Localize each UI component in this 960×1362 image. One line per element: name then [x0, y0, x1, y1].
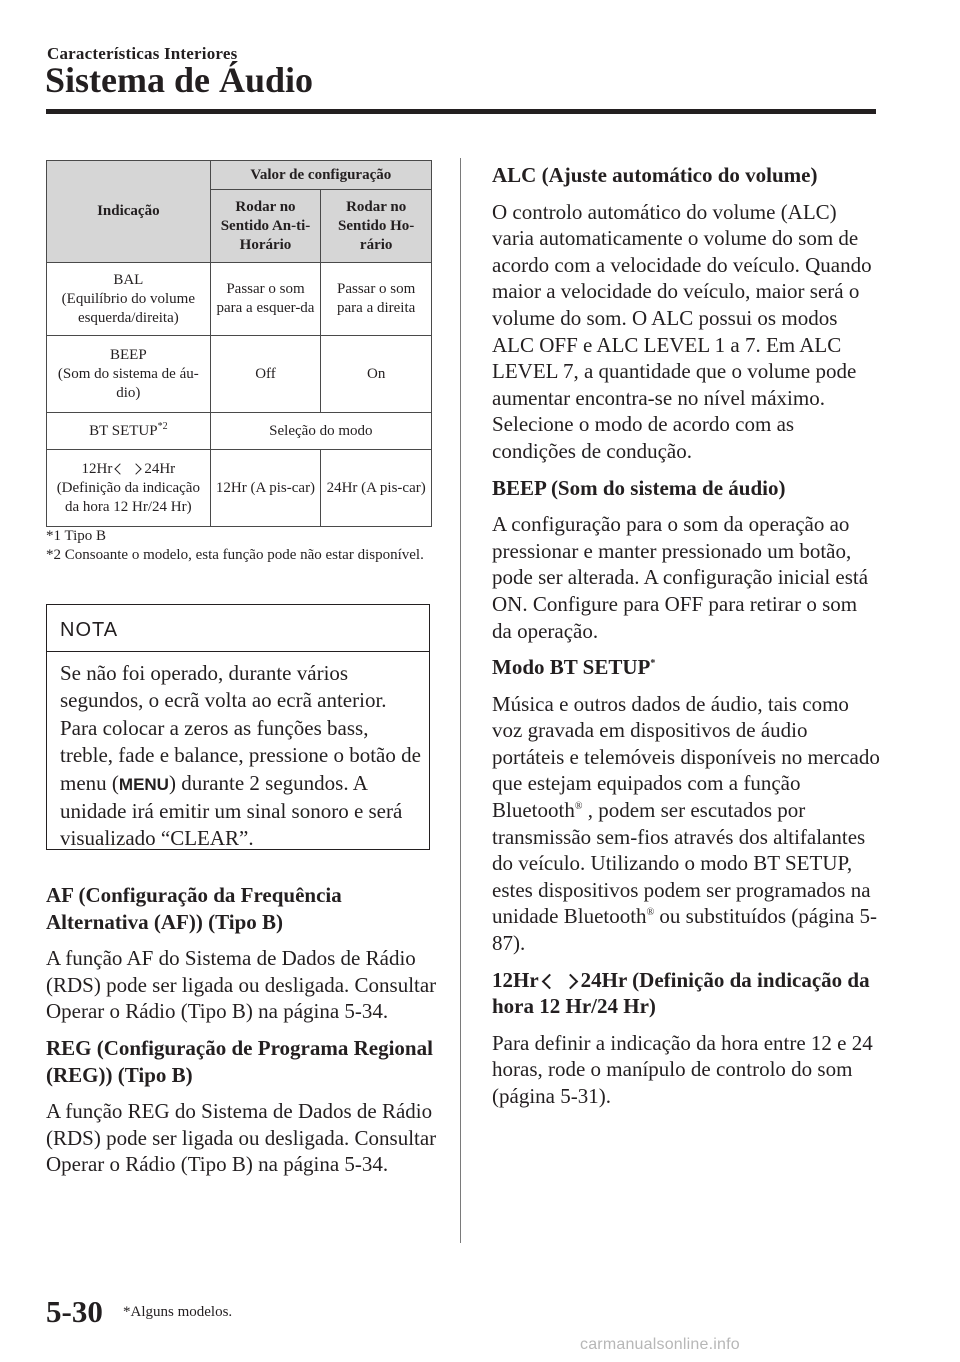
- reg-heading: REG (Configuração de Programa Regional (REG)) (Tipo B): [46, 1035, 433, 1087]
- menu-key-label: MENU: [118, 774, 169, 794]
- left-column: [46, 882, 438, 1188]
- table-cell: Seleção do modo: [210, 413, 431, 450]
- setting-name: BAL: [113, 271, 144, 288]
- table-row: [47, 263, 432, 336]
- registered-mark: ®: [574, 801, 583, 813]
- bt-setup-heading-text: Modo BT SETUP: [492, 655, 651, 680]
- setting-name-24hr: 24Hr: [144, 460, 176, 477]
- setting-description: (Equilíbrio do volume esquerda/direita): [61, 290, 195, 326]
- bt-text-1: Música e outros dados de áudio, tais como voz gravada em dispositivos de áudio portáteis e telemóveis disponíveis no mercado que estejam equipados com a função Bluetooth: [492, 691, 880, 823]
- chevron-right-icon: [131, 463, 142, 474]
- table-cell: 12Hr (A pis-car): [210, 450, 321, 527]
- reg-paragraph: A função REG do Sistema de Dados de Rádio (RDS) pode ser ligada ou desligada. Consultar Operar o Rádio (Tipo B) na página 5-34.: [46, 1099, 437, 1177]
- column-divider: [460, 158, 461, 1243]
- page-number: 5-30: [46, 1294, 103, 1329]
- chevron-right-icon: [562, 974, 578, 990]
- beep-paragraph: A configuração para o som da operação ao pressionar e manter pressionado um botão, pode ser alterada. A configuração inicial está ON. Configure para OFF para retirar o som da operação.: [492, 512, 869, 643]
- table-header-clockwise: Rodar no Sentido Ho-rário: [321, 190, 432, 263]
- table-header-indicacao: Indicação: [47, 161, 211, 263]
- settings-table: [46, 160, 432, 527]
- bt-setup-paragraph: [492, 691, 882, 957]
- chevron-left-icon: [541, 974, 557, 990]
- clock-format-heading: [492, 967, 882, 1020]
- note-box: [46, 604, 430, 850]
- note-text: [60, 660, 422, 853]
- table-cell: [47, 336, 211, 413]
- footer-note: *Alguns modelos.: [123, 1304, 233, 1320]
- table-row: [47, 336, 432, 413]
- note-title: NOTA: [47, 605, 429, 652]
- table-cell: [47, 413, 211, 450]
- bt-setup-heading-marker: *: [650, 658, 656, 670]
- right-column: [492, 162, 882, 1120]
- table-header-anticlockwise: Rodar no Sentido An-ti-Horário: [210, 190, 321, 263]
- table-cell: Off: [210, 336, 321, 413]
- registered-mark: ®: [646, 907, 655, 919]
- table-cell: On: [321, 336, 432, 413]
- footnote: *2 Consoante o modelo, esta função pode não estar disponível.: [46, 547, 424, 563]
- clock-heading-left: 12Hr: [492, 967, 539, 992]
- alc-paragraph: O controlo automático do volume (ALC) varia automaticamente o volume do som de acordo com a velocidade do veículo. Quando maior a velocidade do veículo, maior será o volume do som. O ALC possui os modos ALC OFF e ALC LEVEL 1 a 7. Em ALC LEVEL 7, a quantidade que o volume pode aumentar encontra-se no nível máximo. Selecione o modo de acordo com as condições de condução.: [492, 199, 872, 463]
- table-cell: [47, 450, 211, 527]
- table-header-row: [47, 161, 432, 190]
- footnote-marker: *2: [157, 420, 168, 432]
- alc-heading: ALC (Ajuste automático do volume): [492, 163, 818, 187]
- chevron-left-icon: [115, 463, 126, 474]
- beep-heading: BEEP (Som do sistema de áudio): [492, 475, 786, 500]
- setting-description: (Definição da indicação da hora 12 Hr/24 Hr): [56, 479, 200, 515]
- af-heading: AF (Configuração da Frequência Alternativa (AF)) (Tipo B): [46, 883, 342, 934]
- table-row: [47, 450, 432, 527]
- bt-setup-heading: [492, 654, 882, 681]
- note-text-before: Se não foi operado, durante vários segundos, o ecrã volta ao ecrã anterior. Para colocar a zeros as funções bass, treble, fade e balance, pressione o botão de menu (: [60, 661, 421, 795]
- table-footnotes: [46, 527, 436, 565]
- watermark: carmanualsonline.info: [580, 1336, 740, 1353]
- section-label: Características Interiores: [47, 44, 238, 63]
- table-cell: Passar o som para a direita: [321, 263, 432, 336]
- page-title: Sistema de Áudio: [45, 60, 314, 100]
- note-text-after: ) durante 2 segundos. A unidade irá emitir um sinal sonoro e será visualizado “CLEAR”.: [60, 770, 403, 851]
- header-divider: [46, 109, 876, 114]
- table-cell: Passar o som para a esquer-da: [210, 263, 321, 336]
- clock-heading-right: 24Hr (Definição da indicação da hora 12 Hr/24 Hr): [492, 967, 870, 1019]
- table-cell: 24Hr (A pis-car): [321, 450, 432, 527]
- footnote: *1 Tipo B: [46, 528, 107, 544]
- table-cell: [47, 263, 211, 336]
- bt-text-2: , podem ser escutados por transmissão sem-fios através dos altifalantes do veículo. Utilizando o modo BT SETUP, estes dispositivos podem ser programados na unidade Bluetooth: [492, 798, 871, 929]
- setting-description: (Som do sistema de áu-dio): [57, 365, 199, 401]
- af-paragraph: A função AF do Sistema de Dados de Rádio (RDS) pode ser ligada ou desligada. Consultar Operar o Rádio (Tipo B) na página 5-34.: [46, 946, 437, 1024]
- bt-text-3: ou substituídos (página 5-87).: [492, 904, 877, 956]
- setting-name: BEEP: [109, 346, 147, 363]
- table-row: [47, 413, 432, 450]
- setting-name-12hr: 12Hr: [81, 460, 113, 477]
- clock-format-paragraph: Para definir a indicação da hora entre 12 e 24 horas, rode o manípulo de controlo do som (página 5-31).: [492, 1030, 873, 1108]
- table-header-group: Valor de configuração: [210, 161, 431, 190]
- setting-name: BT SETUP: [89, 422, 158, 439]
